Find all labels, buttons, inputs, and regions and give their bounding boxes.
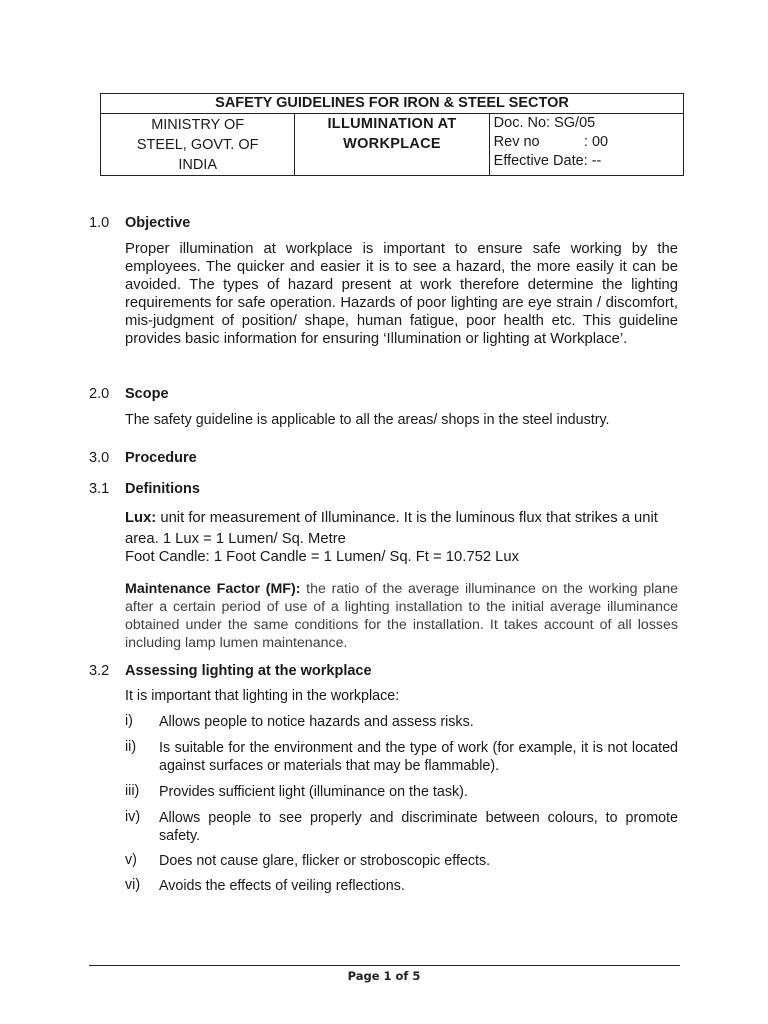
header-table <box>100 93 684 176</box>
organization-line: MINISTRY OF <box>151 117 245 133</box>
organization-line: STEEL, GOVT. OF <box>136 137 259 153</box>
maintenance-factor-definition <box>125 580 678 652</box>
foot-candle-definition: Foot Candle: 1 Foot Candle = 1 Lumen/ Sq. Ft = 10.752 Lux <box>125 549 520 565</box>
section-title: Procedure <box>125 450 197 466</box>
list-item-number: v) <box>125 852 137 868</box>
mf-label: Maintenance Factor (MF): <box>125 581 301 597</box>
list-item-text: Does not cause glare, flicker or stroboscopic effects. <box>159 853 491 869</box>
effective-date: Effective Date: -- <box>493 153 602 169</box>
section-title: Scope <box>125 386 169 402</box>
list-item-number: i) <box>125 713 133 729</box>
section-title: Objective <box>125 215 191 231</box>
section-number: 1.0 <box>89 215 110 231</box>
scope-text: The safety guideline is applicable to all the areas/ shops in the steel industry. <box>125 412 610 428</box>
list-item-text: Avoids the effects of veiling reflections. <box>159 878 405 894</box>
section-number: 2.0 <box>89 386 110 402</box>
organization-cell <box>101 114 295 176</box>
revision-number: Rev no : 00 <box>493 134 609 150</box>
section-number: 3.2 <box>89 663 110 679</box>
lux-label: Lux: <box>125 510 157 526</box>
section-number: 3.0 <box>89 450 110 466</box>
lux-text: unit for measurement of Illuminance. It is the luminous flux that strikes a unit area. 1 Lux = 1 Lumen/ Sq. Metre <box>125 510 658 547</box>
organization-line: INDIA <box>178 157 217 173</box>
footer-divider <box>89 965 680 966</box>
list-item-text: Is suitable for the environment and the type of work (for example, it is not located against surfaces or materials that may be flammable). <box>159 740 678 774</box>
list-item-number: ii) <box>125 739 137 755</box>
section-number: 3.1 <box>89 481 110 497</box>
section-title: Assessing lighting at the workplace <box>125 663 372 679</box>
lux-definition <box>125 508 678 550</box>
list-item-number: iii) <box>125 783 140 799</box>
document-title: SAFETY GUIDELINES FOR IRON & STEEL SECTOR <box>101 94 684 114</box>
page-number: Page 1 of 5 <box>347 969 421 983</box>
objective-text: Proper illumination at workplace is important to ensure safe working by the employees. The quicker and easier it is to see a hazard, the more easily it can be avoided. The types of hazard present at work therefore determine the lighting requirements for safe operation. Hazards of poor lighting are eye strain / discomfort, mis-judgment of position/ shape, human fatigue, poor health etc. This guideline provides basic information for ensuring ‘Illumination or lighting at Workplace’. <box>125 241 678 347</box>
list-item-text: Allows people to see properly and discriminate between colours, to promote safety. <box>159 810 678 844</box>
list-item-text: Allows people to notice hazards and assess risks. <box>159 714 474 730</box>
list-item-text: Provides sufficient light (illuminance on the task). <box>159 784 468 800</box>
list-item-number: iv) <box>125 809 141 825</box>
list-item-number: vi) <box>125 877 141 893</box>
section-title: Definitions <box>125 481 200 497</box>
assessing-intro: It is important that lighting in the workplace: <box>125 688 400 704</box>
subject-cell <box>295 114 489 176</box>
subject-line: WORKPLACE <box>343 136 441 152</box>
document-info-cell <box>489 114 683 176</box>
subject-line: ILLUMINATION AT <box>327 116 457 132</box>
mf-text: the ratio of the average illuminance on the working plane after a certain period of use of a lighting installation to the initial average illuminance obtained under the same conditions for the installation. It takes account of all losses including lamp lumen maintenance. <box>125 581 678 651</box>
doc-number: Doc. No: SG/05 <box>493 115 596 131</box>
